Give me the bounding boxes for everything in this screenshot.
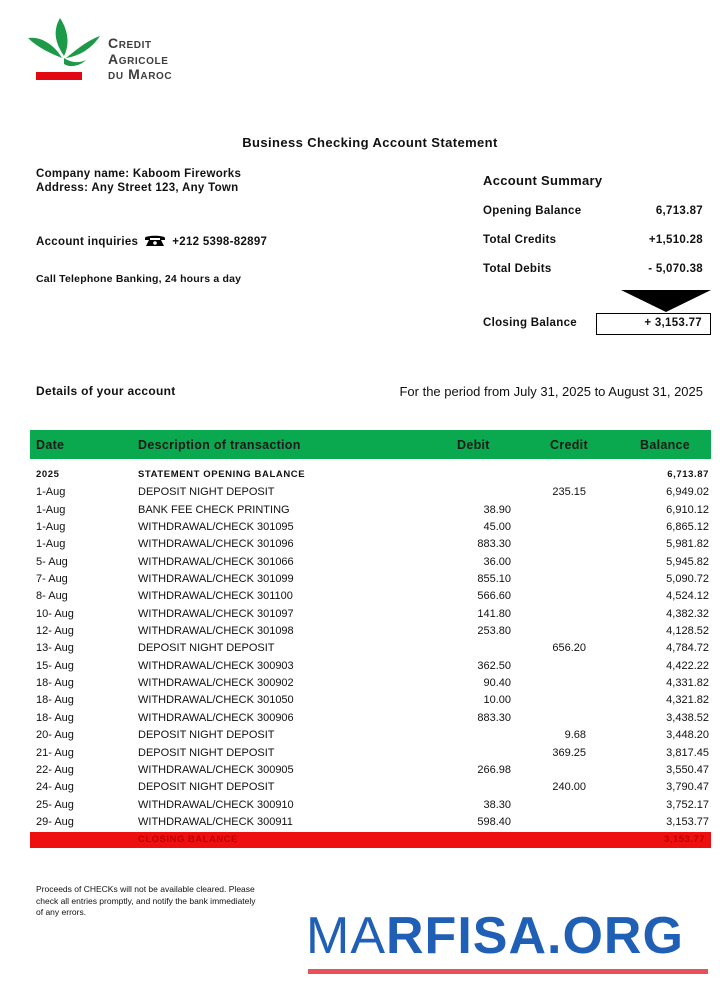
row-balance: 5,090.72 (666, 573, 709, 586)
table-row (30, 745, 711, 762)
table-row (30, 762, 711, 779)
row-date: 12- Aug (36, 625, 74, 638)
bank-logo-mark-icon (26, 14, 102, 84)
telephone-icon (144, 234, 166, 246)
company-info (36, 167, 241, 195)
total-credits-label: Total Credits (483, 234, 557, 246)
total-credits-value: +1,510.28 (648, 234, 703, 246)
row-description: STATEMENT OPENING BALANCE (138, 469, 306, 480)
row-balance: 3,790.47 (666, 781, 709, 794)
telephone-banking-note: Call Telephone Banking, 24 hours a day (36, 273, 242, 285)
row-date: 13- Aug (36, 642, 74, 655)
table-row (30, 536, 711, 553)
closing-balance-box (596, 313, 711, 335)
row-date: 29- Aug (36, 815, 74, 828)
row-description: WITHDRAWAL/CHECK 301050 (138, 694, 294, 707)
row-balance: 6,949.02 (666, 486, 709, 499)
row-credit: 9.68 (564, 729, 586, 742)
table-row (30, 571, 711, 588)
table-body (30, 467, 711, 831)
row-balance: 5,981.82 (666, 538, 709, 551)
row-debit: 38.90 (483, 503, 511, 516)
row-debit: 362.50 (477, 659, 511, 672)
row-balance: 4,321.82 (666, 694, 709, 707)
opening-balance-value: 6,713.87 (655, 205, 703, 217)
row-date: 8- Aug (36, 590, 68, 603)
row-credit: 235.15 (552, 486, 586, 499)
row-balance: 6,865.12 (666, 521, 709, 534)
header-balance: Balance (640, 438, 691, 452)
row-description: WITHDRAWAL/CHECK 300903 (138, 659, 294, 672)
row-description: WITHDRAWAL/CHECK 300902 (138, 677, 294, 690)
header-description: Description of transaction (138, 438, 301, 452)
table-header (30, 430, 711, 459)
row-date: 25- Aug (36, 798, 74, 811)
watermark-brand (306, 906, 708, 978)
row-date: 20- Aug (36, 729, 74, 742)
row-description: WITHDRAWAL/CHECK 301096 (138, 538, 294, 551)
row-balance: 6,910.12 (666, 503, 709, 516)
table-row (30, 692, 711, 709)
row-description: DEPOSIT NIGHT DEPOSIT (138, 486, 275, 499)
row-date: 18- Aug (36, 677, 74, 690)
row-debit: 45.00 (483, 521, 511, 534)
row-date: 15- Aug (36, 659, 74, 672)
opening-balance-table-row (30, 467, 711, 484)
row-date: 1-Aug (36, 503, 66, 516)
row-debit: 141.80 (477, 607, 511, 620)
closing-bar-label: CLOSING BALANCE (138, 834, 238, 846)
closing-balance-row (483, 313, 711, 335)
row-date: 1-Aug (36, 521, 66, 534)
table-row (30, 640, 711, 657)
closing-bar-value: 3,153.77 (664, 834, 705, 846)
row-balance: 3,448.20 (666, 729, 709, 742)
opening-balance-label: Opening Balance (483, 205, 582, 217)
table-row (30, 675, 711, 692)
watermark-part1: MA (306, 907, 386, 965)
table-row (30, 623, 711, 640)
row-debit: 883.30 (477, 711, 511, 724)
total-debits-value: - 5,070.38 (648, 263, 703, 275)
row-debit: 598.40 (477, 815, 511, 828)
row-description: WITHDRAWAL/CHECK 301066 (138, 555, 294, 568)
total-debits-row (483, 263, 703, 275)
row-balance: 6,713.87 (667, 469, 709, 480)
row-balance: 3,817.45 (666, 746, 709, 759)
row-date: 21- Aug (36, 746, 74, 759)
table-row (30, 779, 711, 796)
row-date: 7- Aug (36, 573, 68, 586)
table-row (30, 710, 711, 727)
row-date: 1-Aug (36, 486, 66, 499)
row-balance: 4,422.22 (666, 659, 709, 672)
row-description: WITHDRAWAL/CHECK 301098 (138, 625, 294, 638)
row-date: 18- Aug (36, 711, 74, 724)
inquiries-label: Account inquiries (36, 236, 139, 248)
table-row (30, 727, 711, 744)
row-balance: 4,524.12 (666, 590, 709, 603)
header-credit: Credit (550, 438, 588, 452)
closing-balance-bar (30, 832, 711, 848)
bank-name-line: du Maroc (108, 66, 173, 82)
details-label: Details of your account (36, 384, 176, 398)
row-balance: 4,128.52 (666, 625, 709, 638)
table-row (30, 519, 711, 536)
row-balance: 3,438.52 (666, 711, 709, 724)
row-description: WITHDRAWAL/CHECK 301095 (138, 521, 294, 534)
total-debits-label: Total Debits (483, 263, 552, 275)
row-description: WITHDRAWAL/CHECK 301100 (138, 590, 293, 603)
row-credit: 369.25 (552, 746, 586, 759)
row-description: WITHDRAWAL/CHECK 300910 (138, 798, 294, 811)
table-row (30, 658, 711, 675)
bank-name-line: Credit (108, 35, 152, 51)
row-description: WITHDRAWAL/CHECK 300906 (138, 711, 294, 724)
row-debit: 90.40 (483, 677, 511, 690)
transactions-table (30, 430, 711, 848)
closing-balance-label: Closing Balance (483, 317, 577, 329)
down-arrow-icon (621, 290, 711, 312)
opening-balance-row (483, 205, 703, 217)
row-balance: 4,331.82 (666, 677, 709, 690)
row-debit: 566.60 (477, 590, 511, 603)
row-credit: 240.00 (552, 781, 586, 794)
row-balance: 3,550.47 (666, 763, 709, 776)
row-description: DEPOSIT NIGHT DEPOSIT (138, 781, 275, 794)
row-debit: 855.10 (477, 573, 511, 586)
row-description: WITHDRAWAL/CHECK 300905 (138, 763, 294, 776)
inquiries-phone: +212 5398-82897 (172, 236, 268, 248)
bank-logo (26, 14, 206, 86)
total-credits-row (483, 234, 703, 246)
row-description: WITHDRAWAL/CHECK 301097 (138, 607, 294, 620)
statement-title: Business Checking Account Statement (242, 135, 498, 150)
row-debit: 266.98 (477, 763, 511, 776)
row-credit: 656.20 (552, 642, 586, 655)
table-row (30, 814, 711, 831)
row-date: 24- Aug (36, 781, 74, 794)
bank-name (108, 36, 172, 83)
watermark-text (306, 906, 684, 966)
table-row (30, 588, 711, 605)
table-row (30, 502, 711, 519)
row-description: WITHDRAWAL/CHECK 300911 (138, 815, 293, 828)
row-date: 1-Aug (36, 538, 66, 551)
closing-balance-value: + 3,153.77 (644, 317, 702, 329)
row-debit: 10.00 (483, 694, 511, 707)
row-description: WITHDRAWAL/CHECK 301099 (138, 573, 294, 586)
row-debit: 253.80 (477, 625, 511, 638)
row-balance: 4,784.72 (666, 642, 709, 655)
row-description: DEPOSIT NIGHT DEPOSIT (138, 642, 275, 655)
watermark-underline (308, 969, 708, 974)
table-row (30, 606, 711, 623)
summary-title: Account Summary (483, 173, 603, 188)
company-address: Address: Any Street 123, Any Town (36, 182, 239, 194)
row-date: 2025 (36, 469, 60, 480)
row-date: 18- Aug (36, 694, 74, 707)
company-name: Company name: Kaboom Fireworks (36, 168, 242, 180)
row-debit: 36.00 (483, 555, 511, 568)
header-date: Date (36, 438, 65, 452)
row-debit: 883.30 (477, 538, 511, 551)
row-balance: 4,382.32 (666, 607, 709, 620)
row-description: DEPOSIT NIGHT DEPOSIT (138, 729, 275, 742)
row-balance: 3,153.77 (666, 815, 709, 828)
table-row (30, 484, 711, 501)
statement-period: For the period from July 31, 2025 to August 31, 2025 (399, 384, 703, 399)
row-debit: 38.30 (483, 798, 511, 811)
row-balance: 5,945.82 (666, 555, 709, 568)
row-date: 10- Aug (36, 607, 74, 620)
account-inquiries (36, 234, 267, 248)
row-description: DEPOSIT NIGHT DEPOSIT (138, 746, 275, 759)
row-description: BANK FEE CHECK PRINTING (138, 503, 290, 516)
account-summary (483, 173, 711, 329)
row-balance: 3,752.17 (666, 798, 709, 811)
bank-name-line: Agricole (108, 50, 169, 67)
row-date: 22- Aug (36, 763, 74, 776)
watermark-part2: RFISA.ORG (386, 907, 684, 965)
header-debit: Debit (457, 438, 490, 452)
table-row (30, 554, 711, 571)
footnote: Proceeds of CHECKs will not be available cleared. Please check all entries promptly, and notify the bank immediately of any errors. (36, 884, 256, 917)
table-row (30, 797, 711, 814)
row-date: 5- Aug (36, 555, 68, 568)
